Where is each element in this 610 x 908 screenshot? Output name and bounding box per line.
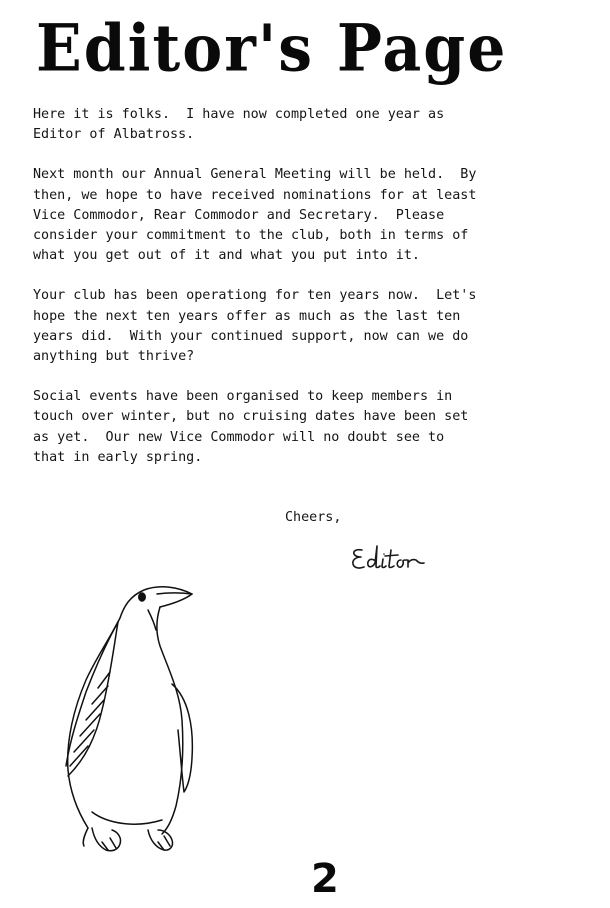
text-line: hope the next ten years offer as much as the last ten — [33, 308, 461, 324]
text-line: touch over winter, but no cruising dates have been set — [33, 409, 469, 425]
text-line: Next month our Annual General Meeting will be held. By — [33, 167, 477, 183]
paragraph-intro — [33, 105, 593, 145]
text-line: anything but thrive? — [33, 349, 195, 365]
text-line: that in early spring. — [33, 449, 203, 465]
text-line: Social events have been organised to keep members in — [33, 389, 453, 405]
text-line: Editor of Albatross. — [33, 127, 195, 143]
page-number: 2 — [311, 856, 339, 902]
paragraph-anniversary — [33, 286, 593, 367]
text-line: then, we hope to have received nominations for at least — [33, 187, 477, 203]
text-line: as yet. Our new Vice Commodor will no doubt see to — [33, 429, 445, 445]
text-line: Your club has been operationg for ten years now. Let's — [33, 288, 477, 304]
text-line: what you get out of it and what you put into it. — [33, 248, 420, 264]
editor-signature — [348, 542, 440, 578]
text-line: Vice Commodor, Rear Commodor and Secretary. Please — [33, 207, 445, 223]
closing-text: Cheers, — [285, 510, 342, 525]
page-title: Editor's Page — [36, 11, 508, 87]
text-line: years did. With your continued support, now can we do — [33, 328, 469, 344]
penguin-illustration — [52, 580, 212, 855]
text-line: Here it is folks. I have now completed one year as — [33, 107, 445, 122]
paragraph-agm — [33, 165, 593, 266]
text-line: consider your commitment to the club, both in terms of — [33, 228, 469, 244]
paragraph-social-events — [33, 387, 593, 468]
article-body — [33, 105, 593, 488]
